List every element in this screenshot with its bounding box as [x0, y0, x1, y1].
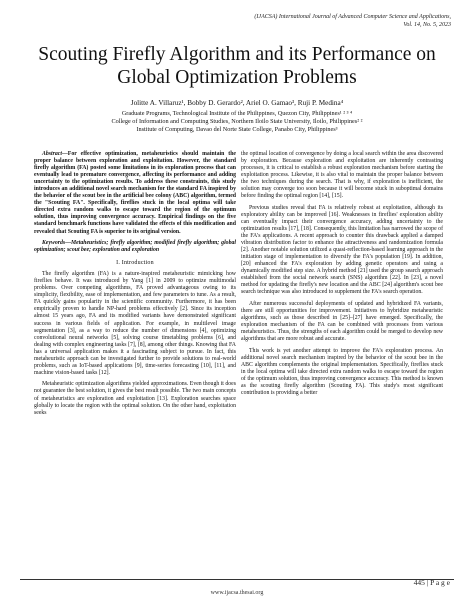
- right-paragraph-1: the optimal location of convergence by doing a local search within the area discovered by exploration. Because exploration and exploitation are inherently contrasting processes, it is critical to establish a robust exploration mechanism before starting the exploitation process. Likewise, it is also vital to maintain the proper balance between the two techniques during the search. That is why, if exploration is inefficient, the solution may converge too soon because it will become stuck in suboptimal domains before finding the optimal region [14], [15].: [241, 151, 443, 200]
- affiliation-1: Graduate Programs, Technological Institute of the Philippines, Quezon City, Philippines¹ ² ³ ⁴: [121, 110, 353, 117]
- journal-header: [151, 14, 451, 29]
- abstract-text: For effective optimization, metaheuristics should maintain the proper balance between exploration and exploitation. However, the standard firefly algorithm (FA) posted some limitations in its exploration process that can eventually lead to premature convergence, affecting its performance and adding uncertainty to the optimization results. To address these constraints, this study introduces an additional novel search mechanism for the standard FA inspired by the behavior of the scout bee in the artificial bee colony (ABC) algorithm, termed the "Scouting FA". Specifically, fireflies stuck in the local optima will take directed extra random walks to escape toward the region of the optimum solution, thus improving convergence accuracy. Empirical findings on the five standard benchmark functions have validated the effects of this modification and revealed that Scouting FA is superior to its original version.: [34, 151, 236, 235]
- right-paragraph-3: After numerous successful deployments of updated and hybridized FA variants, there are still opportunities for improvement. Initiatives to hybridize metaheuristic algorithms, such as those described in [25]–[27] have emerged. Specifically, the exploration mechanism of the FA can be combined with processes from various metaheuristics. Thus, the strengths of each algorithm could be merged to develop new algorithms that are more robust and accurate.: [241, 300, 443, 343]
- right-paragraph-4: This work is yet another attempt to improve the FA's exploration process. An additional novel search mechanism inspired by the behavior of the scout bee in the ABC algorithm complements the original implementation. Specifically, fireflies stuck in the local optima will take directed extra random walks to escape toward the region of the optimum solution, thus improving convergence accuracy. This method is known as the scouting firefly algorithm (Scouting FA). This study's most significant contribution is providing a better: [241, 347, 443, 396]
- affiliation-2: College of Information and Computing Studies, Northern Iloilo State University, Iloilo, Philippines² ²: [111, 118, 363, 126]
- abstract: [34, 151, 236, 236]
- intro-paragraph-2: Metaheuristic optimization algorithms yielded approximations. Even though it does not guarantee the best solution, it gives the best result possible. The two main concepts of metaheuristics are exploration and exploitation [13]. Exploration searches space globally to locate the region with the optimal solution. On the other hand, exploitation seeks: [34, 381, 236, 416]
- paper-title: [20, 43, 454, 89]
- page-number: 445 | P a g e: [413, 578, 450, 587]
- keywords-lead: Keywords—: [42, 240, 71, 247]
- journal-name: (IJACSA) International Journal of Advanced Computer Science and Applications,: [254, 14, 451, 20]
- author-list: Jolitte A. Villaruz¹, Bobby D. Gerardo², Ariel O. Gamao³, Ruji P. Medina⁴: [130, 99, 344, 107]
- journal-volume: Vol. 14, No. 5, 2023: [403, 21, 451, 28]
- keywords-text: Metaheuristics; firefly algorithm; modified firefly algorithm; global optimization; scout bee; exploration and exploration: [34, 240, 236, 254]
- section-heading-introduction: I. Introduction: [116, 260, 154, 267]
- affiliation-3: Institute of Computing, Davao del Norte State College, Panabo City, Philippines³: [136, 126, 338, 134]
- right-column: [241, 151, 443, 397]
- intro-paragraph-1: The firefly algorithm (FA) is a nature-inspired metaheuristic mimicking how fireflies behave. It was introduced by Yang [1] in 2009 to optimize multimodal problems. Over competing algorithms, FA proved advantageous owing to its simplicity, flexibility, ease of implementation, and few parameters to tune. As a result, FA quickly gains popularity in the scientific community. Furthermore, it has been empirically proven to handle NP-hard problems effectively [2]. Since its inception almost 15 years ago, FA and its modified variants have demonstrated significant success in various fields of application. For example, in multilevel image segmentation [3], as a way to reduce the number of dimensions [4], optimizing convolutional neural networks [5], solving course timetabling problems [6], and dealing with complex engineering tasks [7], [8], among other things. Knowing that FA has a universal application makes it a fascinating subject to pursue. In fact, this metaheuristic approach can be investigated further to provide solutions to real-world problems, such as IoT-based applications [9], time-series forecasting [10], [11], and machine vision-based tasks [12].: [34, 271, 236, 376]
- abstract-lead: Abstract—: [42, 151, 68, 157]
- affiliations: [30, 110, 444, 134]
- footer-divider: [20, 579, 454, 580]
- left-column: [34, 151, 236, 417]
- title-line-1: Scouting Firefly Algorithm and its Performance on: [38, 44, 436, 65]
- footer-url[interactable]: www.ijacsa.thesai.org: [210, 590, 264, 596]
- keywords: [34, 240, 236, 254]
- title-line-2: Global Optimization Problems: [117, 67, 357, 88]
- right-paragraph-2: Previous studies reveal that FA is relatively robust at exploitation, although its exploratory ability can be improved [16]. Weaknesses in fireflies' exploration ability can eventually impact their convergence accuracy, adding uncertainty to the optimization results [17], [18]. Consequently, this limitation has narrowed the scope of the FA's applications. A recent approach to counter this drawback applied a damped vibration distribution factor to enhance the attractiveness and randomization formula [2]. Another notable solution utilized a quasi-reflection-based learning approach in the initiation stage of implementation to diversify the FA's population [19]. In addition, [20] enhanced the FA's exploration by adding genetic operators and using a dynamically modified step size. A hybrid method [21] used the group search approach established from the social network search (SNS) algorithm [22]. In [23], a novel method for updating the firefly's new location and the ABC [24] algorithm's scout bee search technique was also introduced to supplement the FA's search operation.: [241, 204, 443, 296]
